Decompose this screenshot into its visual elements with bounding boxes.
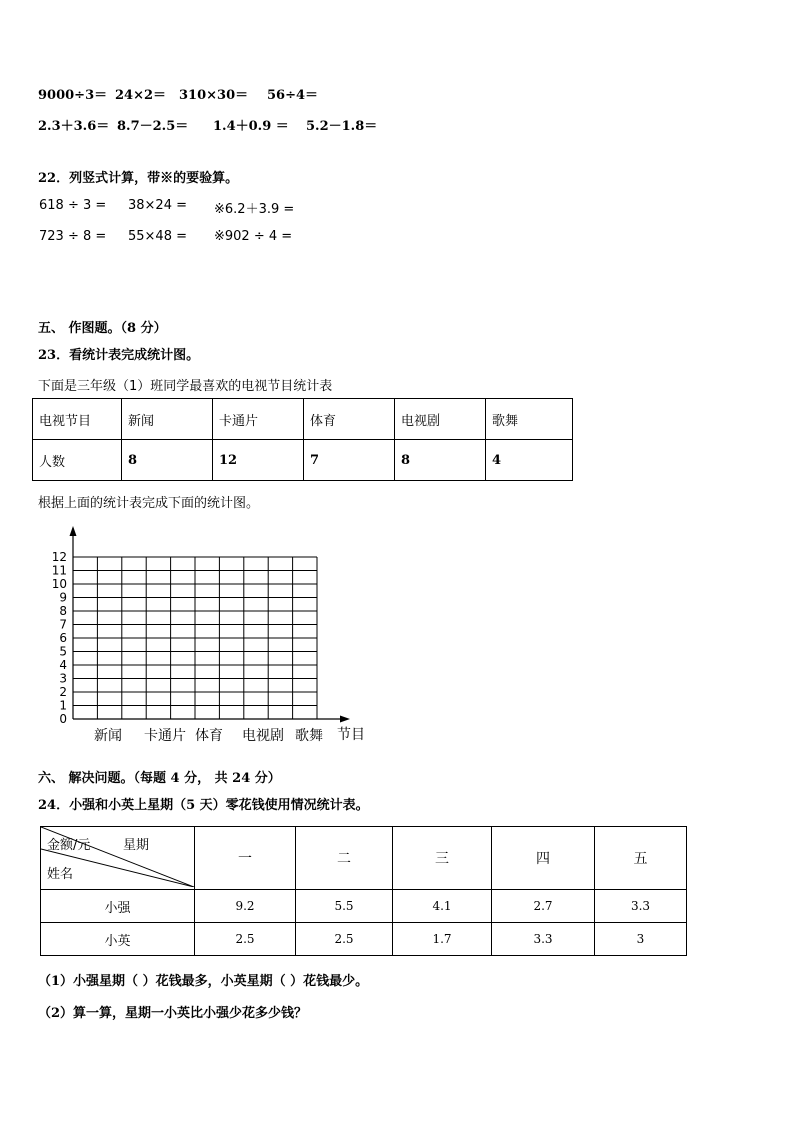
q23-instruction: 根据上面的统计表完成下面的统计图。 <box>38 496 260 511</box>
header-week-label: 星期 <box>123 838 150 853</box>
day-header: 四 <box>492 827 595 890</box>
q22-item: 38×24 = <box>128 198 188 213</box>
table-cell: 2.5 <box>296 923 393 956</box>
table-header-cell: 电视剧 <box>395 399 486 440</box>
y-tick-label: 11 <box>51 563 67 578</box>
table-header-cell: 电视节目 <box>33 399 122 440</box>
y-tick-label: 1 <box>59 698 67 713</box>
x-category-label: 卡通片 <box>144 728 186 744</box>
q22-item: 55×48 = <box>128 229 188 244</box>
q23-table-caption: 下面是三年级（1）班同学最喜欢的电视节目统计表 <box>38 379 333 394</box>
day-header: 一 <box>195 827 296 890</box>
arith-1-1: 9000÷3＝ <box>38 88 108 103</box>
arith-2-3: 1.4＋0.9 ＝ <box>213 119 289 134</box>
table-cell: 3 <box>595 923 687 956</box>
y-tick-label: 3 <box>59 671 67 686</box>
table-header-cell: 卡通片 <box>213 399 304 440</box>
row-name: 小强 <box>41 890 195 923</box>
y-axis-arrow-icon <box>70 526 77 536</box>
day-header: 三 <box>393 827 492 890</box>
table-cell: 9.2 <box>195 890 296 923</box>
table-cell: 1.7 <box>393 923 492 956</box>
x-axis-arrow-icon <box>340 716 350 723</box>
table-cell: 2.7 <box>492 890 595 923</box>
y-tick-label: 10 <box>51 577 67 591</box>
q22-item: 723 ÷ 8 = <box>39 229 107 244</box>
table-cell: 8 <box>122 440 213 481</box>
arith-1-4: 56÷4＝ <box>267 88 319 103</box>
table-header-cell: 歌舞 <box>486 399 573 440</box>
table-cell: 4.1 <box>393 890 492 923</box>
table-cell: 8 <box>395 440 486 481</box>
q23-title: 23．看统计表完成统计图。 <box>38 348 200 363</box>
table-cell: 3.3 <box>595 890 687 923</box>
x-category-label: 体育 <box>195 728 223 744</box>
table-cell: 2.5 <box>195 923 296 956</box>
arith-1-3: 310×30＝ <box>179 88 249 103</box>
row-name: 小英 <box>41 923 195 956</box>
pocket-money-table <box>40 826 687 956</box>
table-cell: 12 <box>213 440 304 481</box>
table-cell: 人数 <box>33 440 122 481</box>
y-tick-label: 2 <box>59 685 67 699</box>
section-5-heading: 五、 作图题。（8 分） <box>38 321 167 336</box>
q24-sub2: （2）算一算，星期一小英比小强少花多少钱？ <box>38 1006 308 1021</box>
x-axis-label: 节目 <box>337 727 365 743</box>
header-name-label: 姓名 <box>47 867 74 882</box>
arith-2-2: 8.7－2.5＝ <box>117 119 189 134</box>
y-tick-label: 12 <box>51 550 67 564</box>
tv-program-table <box>32 398 573 481</box>
table-header-cell: 体育 <box>304 399 395 440</box>
x-category-label: 电视剧 <box>242 728 284 744</box>
x-category-label: 新闻 <box>94 728 122 744</box>
day-header: 二 <box>296 827 393 890</box>
arith-2-4: 5.2－1.8＝ <box>306 119 378 134</box>
q22-title: 22．列竖式计算，带※的要验算。 <box>38 171 239 186</box>
q22-item: ※902 ÷ 4 = <box>214 229 293 244</box>
q24-sub1: （1）小强星期（ ）花钱最多，小英星期（ ）花钱最少。 <box>38 974 369 989</box>
table-header-cell: 新闻 <box>122 399 213 440</box>
table-cell: 7 <box>304 440 395 481</box>
table-cell: 5.5 <box>296 890 393 923</box>
q22-item: 618 ÷ 3 = <box>39 198 107 213</box>
day-header: 五 <box>595 827 687 890</box>
arith-2-1: 2.3＋3.6＝ <box>38 119 110 134</box>
x-category-label: 歌舞 <box>295 728 323 744</box>
y-tick-label: 5 <box>59 644 67 659</box>
y-tick-label: 8 <box>59 604 67 618</box>
y-tick-label: 9 <box>59 590 67 605</box>
diagonal-header-cell <box>41 827 195 890</box>
arith-1-2: 24×2＝ <box>115 88 167 103</box>
y-tick-label: 0 <box>59 712 67 726</box>
q22-item: ※6.2＋3.9 = <box>214 202 295 217</box>
y-tick-label: 7 <box>59 617 67 632</box>
section-6-heading: 六、 解决问题。（每题 4 分， 共 24 分） <box>38 771 281 786</box>
y-tick-label: 6 <box>59 631 67 645</box>
q24-title: 24．小强和小英上星期（5 天）零花钱使用情况统计表。 <box>38 798 369 813</box>
empty-bar-chart <box>0 520 794 750</box>
table-cell: 4 <box>486 440 573 481</box>
table-cell: 3.3 <box>492 923 595 956</box>
y-tick-label: 4 <box>59 658 67 672</box>
header-money-label: 金额/元 <box>47 838 91 853</box>
